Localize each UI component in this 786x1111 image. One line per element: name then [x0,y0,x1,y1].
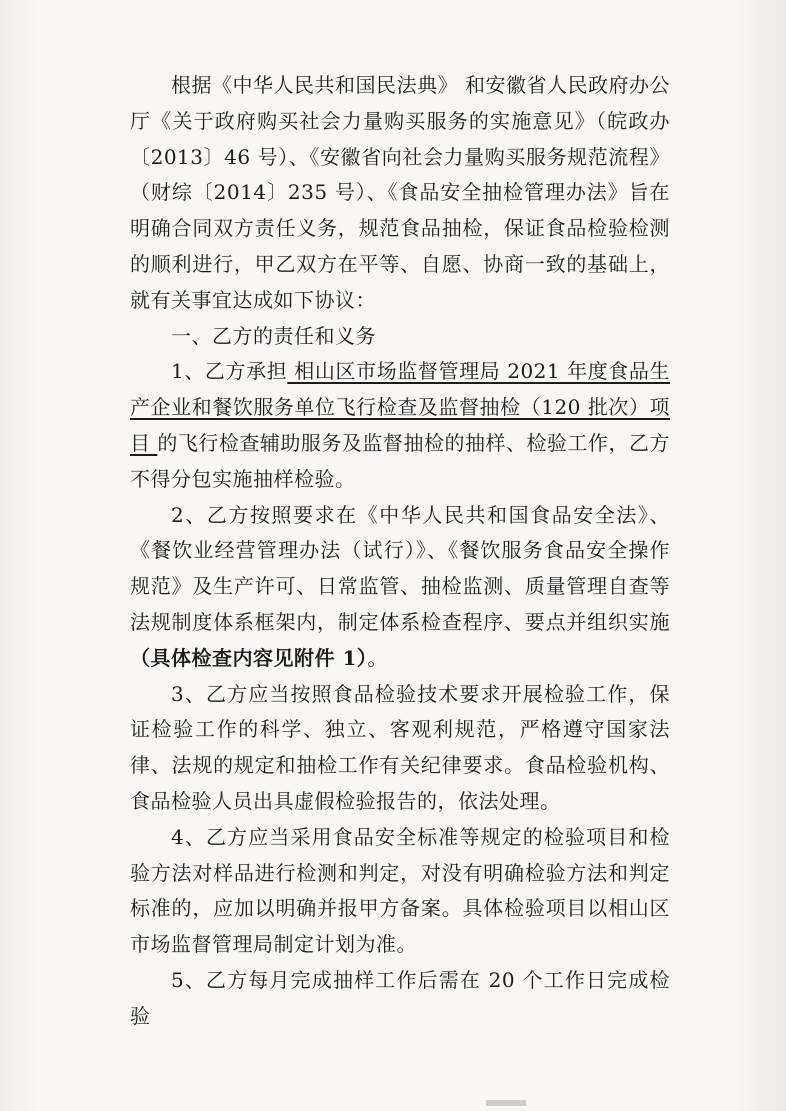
page-edge-mark [486,1100,526,1106]
item-2-text: 2、乙方按照要求在《中华人民共和国食品安全法》、《餐饮业经营管理办法（试行）》、《餐饮服务食品安全操作规范》及生产许可、日常监管、抽检监测、质量管理自查等法规制度体系框架内，制定体系检查程序、要点并组织实施 [130,502,670,634]
item-4-paragraph: 4、乙方应当采用食品安全标准等规定的检验项目和检验方法对样品进行检测和判定，对没有明确检验方法和判定标准的，应加以明确并报甲方备案。具体检验项目以相山区市场监督管理局制定计划为准。 [130,824,670,957]
item-2-attachment-note: （具体检查内容见附件 1） [130,645,368,670]
section-heading: 一、乙方的责任和义务 [171,323,376,348]
item-1-prefix: 1、乙方承担 [171,359,288,384]
item-3-paragraph: 3、乙方应当按照食品检验技术要求开展检验工作，保证检验工作的科学、独立、客观利规范，严格遵守国家法律、法规的规定和抽检工作有关纪律要求。食品检验机构、食品检验人员出具虚假检验报告的，依法处理。 [130,681,670,813]
item-1-project-name: 相山区市场监督管理局 2021 年度食品生产企业和餐饮服务单位飞行检查及监督抽检（120 批次）项目 [130,359,670,455]
item-1-paragraph [130,354,670,497]
item-2-end: 。 [367,645,388,670]
item-5-paragraph: 5、乙方每月完成抽样工作后需在 20 个工作日完成检验 [130,967,670,1028]
document-body [130,68,670,1035]
item-2-paragraph [130,498,670,677]
item-1-suffix: 的飞行检查辅助服务及监督抽检的抽样、检验工作，乙方不得分包实施抽样检验。 [130,430,671,491]
intro-paragraph: 根据《中华人民共和国民法典》 和安徽省人民政府办公厅《关于政府购买社会力量购买服务的实施意见》（皖政办〔2013〕46 号）、《安徽省向社会力量购买服务规范流程》（财综〔2014〕235 号）、《食品安全抽检管理办法》旨在明确合同双方责任义务，规范食品抽检，保证食品检验检测的顺利进行，甲乙双方在平等、自愿、协商一致的基础上，就有关事宜达成如下协议： [130,73,670,312]
